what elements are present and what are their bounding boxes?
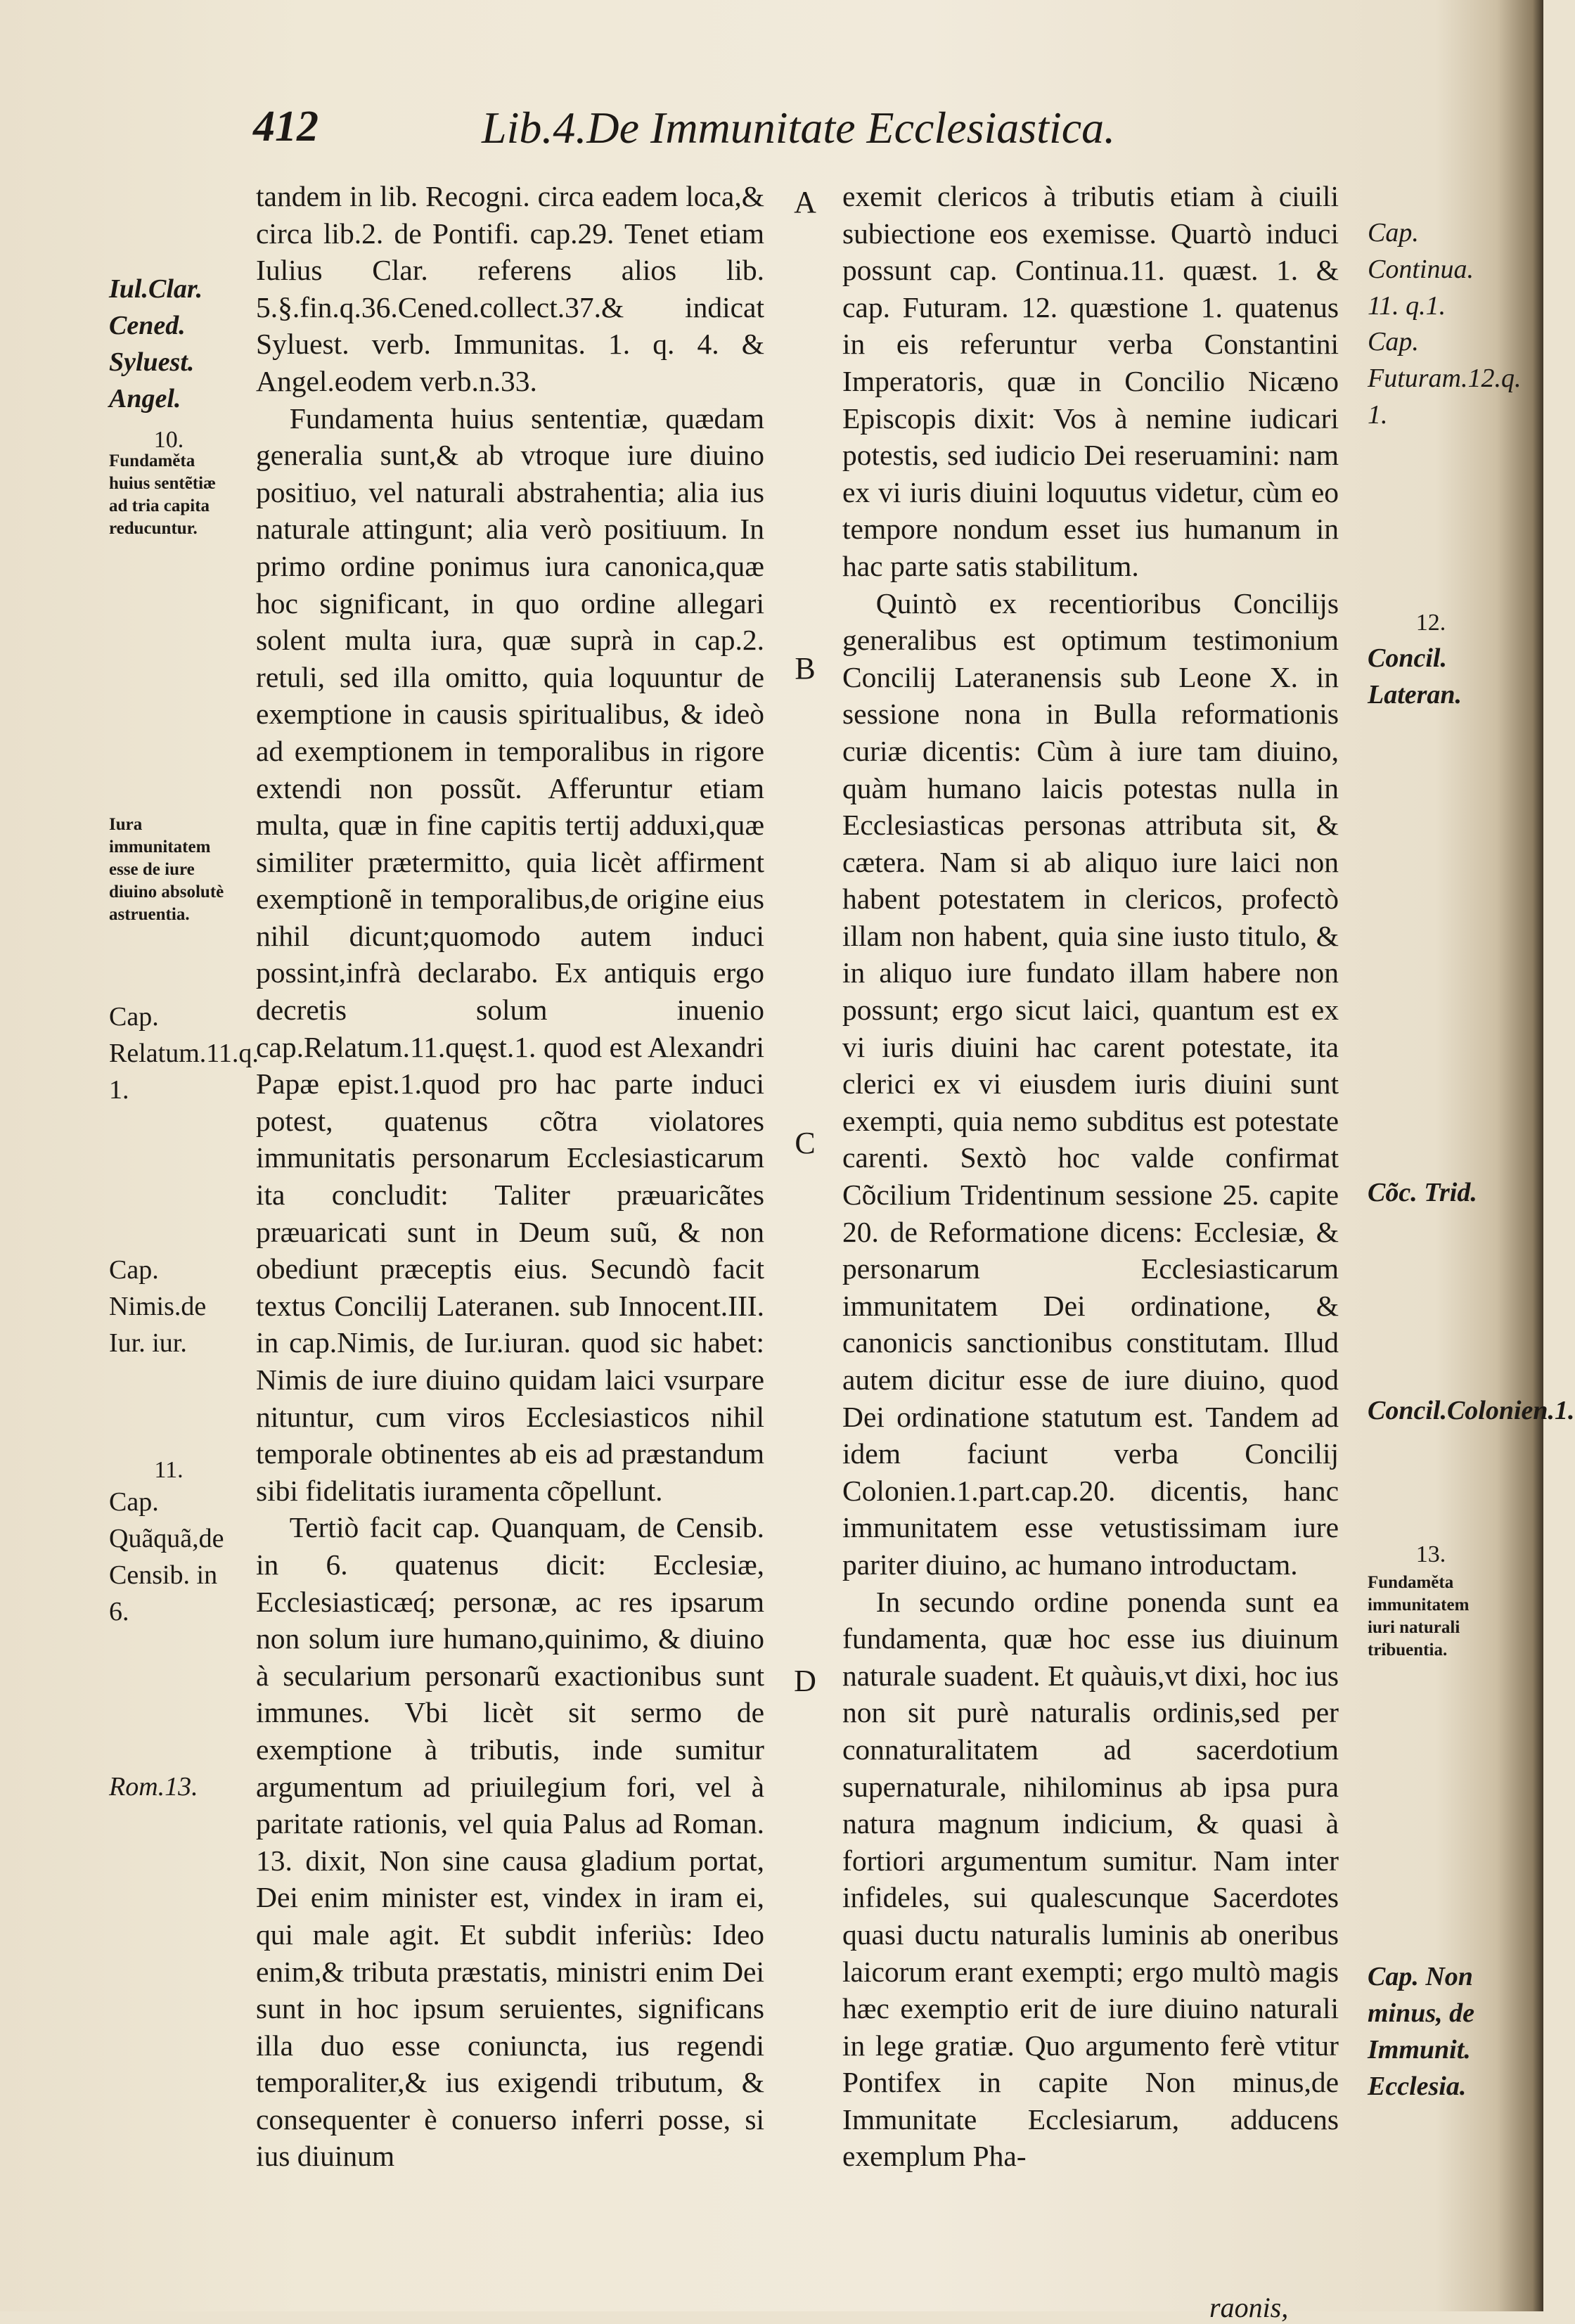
catchword: raonis, bbox=[1209, 2292, 1289, 2323]
margin-note: Cõc. Trid. bbox=[1368, 1178, 1477, 1207]
margin-note-number: 11. bbox=[154, 1457, 184, 1483]
paragraph: In secundo ordine ponenda sunt ea fundamenta, quæ hoc esse ius diuinum naturale suadent. Et quàuis,vt dixi, hoc ius non sit purè naturalis ordinis,sed per connaturalitatem ad sacerdotium supernaturale, nihilominus ab ipsa pura natura magnum indicium, & quasi à fortiori argumentum sumitur. Nam inter infideles, sui qualescunque Sacerdotes quasi ductu naturalis luminis ab oneribus laicorum erant exempti; ergo multò magis hæc exemptio erit de iure diuino naturali in lege gratiæ. Quo argumento ferè vtitur Pontifex in capite Non minus,de Immunitate Ecclesiarum, adducens exemplum Pha- bbox=[842, 1585, 1339, 2173]
page-header bbox=[0, 102, 1543, 165]
paragraph: Quintò ex recentioribus Concilijs generalibus est optimum testimonium Concilij Lateranensis sub Leone X. in sessione nona in Bulla reformationis curiæ dicentis: Cùm à iure tam diuino, quàm humano laicis potestas nulla in Ecclesiasticas personas attributa sit, & cætera. Nam si ab aliquo iure laici non habent potestatem in clericos, profectò illam non habent, quia sine iusto titulo, & in aliquo iure fundato illam habere non possunt; ergo sicut laici, quantum est ex vi iuris diuini hac carent potestate, ita clerici ex vi eiusdem iuris diuini sunt exempti, quia nemo subditus est potestate carenti. Sextò hoc valde confirmat Cõcilium Tridentinum sessione 25. capite 20. de Reformatione dicens: Ecclesiæ, & personarum Ecclesiasticarum immunitatem Dei ordinatione, & canonicis sanctionibus constitutam. Illud autem dicitur esse de iure diuino, quod Dei ordinatione statutum est. Tandem ad idem faciunt verba Concilij Colonien.1.part.cap.20. dicentis, hanc immunitatem esse vetustissimam iure pariter diuino, ac humano introductam. bbox=[842, 586, 1339, 1581]
margin-note: Cap. Continua. 11. q.1. bbox=[1368, 218, 1474, 321]
margin-note: Concil.Colonien.1. bbox=[1368, 1396, 1575, 1425]
margin-note-number: 10. bbox=[153, 427, 184, 453]
margin-note: Fundaměta huius sentẽtiæ ad tria capita reducuntur. bbox=[109, 451, 217, 538]
margin-note: Cap. Nimis.de Iur. iur. bbox=[109, 1255, 207, 1358]
margin-note-number: 13. bbox=[1415, 1541, 1446, 1567]
margin-note: Iul.Clar. Cened. Syluest. Angel. bbox=[109, 274, 203, 413]
section-letter: C bbox=[795, 1126, 816, 1160]
margin-note: Concil. Lateran. bbox=[1368, 643, 1462, 710]
margin-note-number: 12. bbox=[1415, 610, 1446, 636]
margin-note: Cap. Quãquã,de Censib. in 6. bbox=[109, 1487, 224, 1626]
margin-note: Rom.13. bbox=[109, 1772, 198, 1802]
paragraph: tandem in lib. Recogni. circa eadem loca,& circa lib.2. de Pontifi. cap.29. Tenet etiam Iulius Clar. referens alios lib. 5.§.fin.q.36.Cened.collect.37.& indicat Syluest. verb. Immunitas. 1. q. 4. & Angel.eodem verb.n.33. bbox=[256, 180, 764, 397]
section-letter: D bbox=[794, 1664, 816, 1698]
paragraph: Tertiò facit cap. Quanquam, de Censib. in 6. quatenus dicit: Ecclesiæ, Ecclesiasticæq́; personæ, ac res ipsarum non solum iure humano,quinimo, & diuino à secularium personarũ exactionibus sunt immunes. Vbi licèt sit sermo de exemptione à tributis, inde sumitur argumentum ad priuilegium fori, vel à paritate rationis, vel quia Palus ad Roman. 13. dixit, Non sine causa gladium portat, Dei enim minister est, vindex in iram ei, qui male agit. Et subdit inferiùs: Ideo enim,& tributa præstatis, ministri enim Dei sunt in hoc ipsum seruientes, significans illa duo esse coniuncta, ius regendi temporaliter,& ius exigendi tributum, & consequenter è conuerso inferri posse, si ius diuinum bbox=[256, 1511, 764, 2173]
margin-note: Iura immunitatem esse de iure diuino absolutè astruentia. bbox=[109, 815, 224, 924]
margin-note: Cap. Futuram.12.q. 1. bbox=[1368, 327, 1522, 430]
margin-note: Cap. Non minus, de Immunit. Ecclesia. bbox=[1368, 1962, 1475, 2101]
running-title: Lib.4.De Immunitate Ecclesiastica. bbox=[482, 103, 1116, 153]
section-letter: A bbox=[794, 185, 816, 219]
paragraph: exemit clericos à tributis etiam à ciuili subiectione eos exemisse. Quartò induci possunt cap. Continua.11. quæst. 1. & cap. Futuram. 12. quæstione 1. quatenus in eis referuntur verba Constantini Imperatoris, quæ in Concilio Nicæno Episcopis dixit: Vos à nemine iudicari potestis, sed iudicio Dei reseruamini: nam ex vi iuris diuini loquutus videtur, cùm eo tempore nondum esset ius humanum in hac parte satis stabilitum. bbox=[842, 180, 1339, 582]
text-column-right bbox=[842, 178, 1339, 2175]
margin-note: Fundaměta immunitatem iuri naturali tribuentia. bbox=[1368, 1573, 1470, 1659]
text-column-left bbox=[256, 178, 764, 2175]
page-number: 412 bbox=[253, 103, 319, 150]
margin-note: Cap. Relatum.11.q. 1. bbox=[109, 1002, 259, 1105]
section-letter: B bbox=[795, 651, 816, 686]
paragraph: Fundamenta huius sententiæ, quædam generalia sunt,& ab vtroque iure diuino positiuo, vel naturali abstrahentia; alia ius naturale attingunt; alia verò positiuum. In primo ordine ponimus iura canonica,quæ hoc significant, in quo ordine allegari solent multa iura, quæ suprà in cap.2. retuli, sed illa omitto, quia loquuntur de exemptione in causis spiritualibus, & ideò ad exemptionem in temporalibus in rigore extendi non possũt. Afferuntur etiam multa, quæ in fine capitis tertij adduxi,quæ similiter prætermitto, quia licèt affirment exemptionẽ in temporalibus,de origine eius nihil dicunt;quomodo autem induci possint,infrà declarabo. Ex antiquis ergo decretis solum inuenio cap.Relatum.11.quęst.1. quod est Alexandri Papæ epist.1.quod pro hac parte induci potest, quatenus cõtra violatores immunitatis personarum Ecclesiasticarum ita concludit: Taliter præuaricãtes præuaricati sunt in Deum suũ, & non obediunt præceptis eius. Secundò facit textus Concilij Lateranen. sub Innocent.III. in cap.Nimis, de Iur.iuran. quod sic habet: Nimis de iure diuino quidam laici vsurpare nituntur, cum viros Ecclesiasticos nihil temporale obtinentes ab eis ad præstandum sibi fidelitatis iuramenta cõpellunt. bbox=[256, 402, 764, 1507]
